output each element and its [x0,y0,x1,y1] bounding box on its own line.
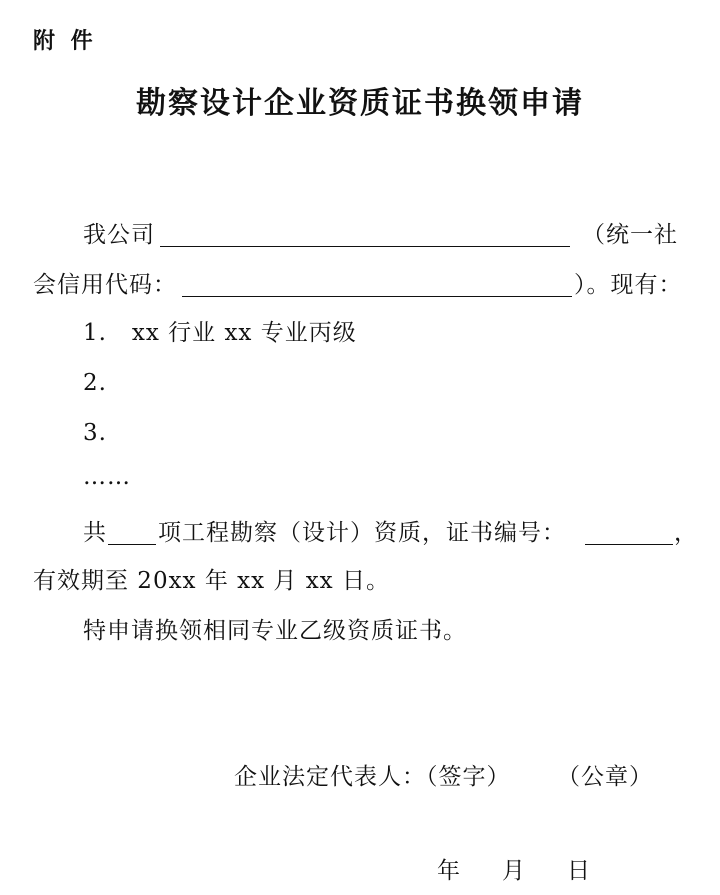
document-title: 勘察设计企业资质证书换领申请 [136,86,584,121]
qualification-item-2: 2. [83,370,107,396]
company-seal: （公章） [557,764,653,790]
validity-date: 有效期至 20xx 年 xx 月 xx 日。 [33,568,390,594]
total-prefix: 共 [83,520,107,546]
date-year: 年 [437,858,461,884]
total-suffix: ， [674,520,698,546]
credit-code-prefix: 会信用代码： [33,272,177,298]
qualification-item-1: 1. xx 行业 xx 专业丙级 [83,320,357,346]
qualification-count-blank[interactable] [108,544,156,545]
date-month: 月 [502,858,526,884]
total-middle: 项工程勘察（设计）资质，证书编号： [158,520,566,546]
company-suffix: （统一社 [582,222,678,248]
company-name-blank[interactable] [160,246,570,247]
credit-code-suffix: ）。现有： [574,272,683,298]
attachment-label: 附 件 [33,29,93,54]
qualification-item-3: 3. [83,420,107,446]
company-prefix: 我公司 [83,222,155,248]
certificate-number-blank[interactable] [585,544,673,545]
credit-code-blank[interactable] [182,296,572,297]
request-statement: 特申请换领相同专业乙级资质证书。 [83,618,467,644]
legal-representative-signature: 企业法定代表人：（签字） [234,764,511,790]
date-day: 日 [567,858,591,884]
qualification-ellipsis: …… [83,464,131,490]
